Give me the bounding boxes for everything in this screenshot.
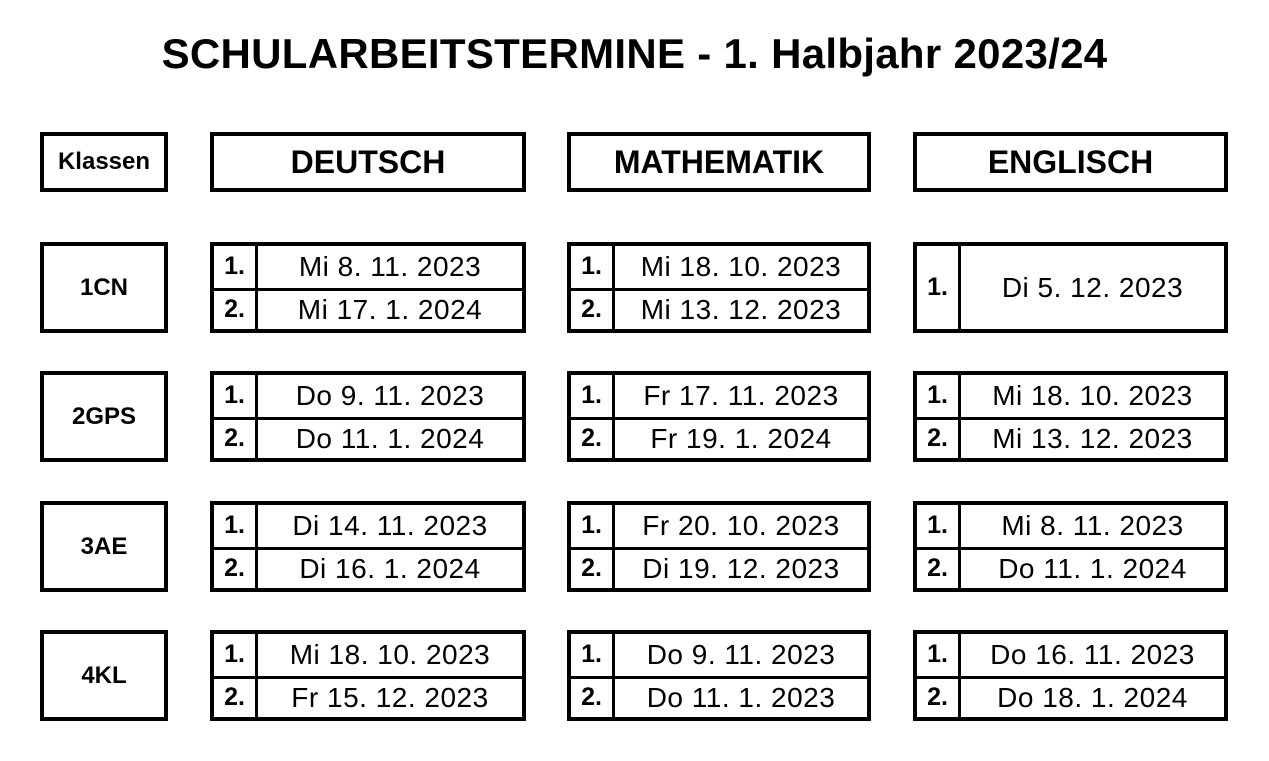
schedule-row xyxy=(571,634,867,676)
schedule-row xyxy=(917,634,1224,676)
schedule-row xyxy=(571,417,867,459)
schedule-2gps-englisch xyxy=(913,371,1228,462)
schedule-row xyxy=(571,676,867,718)
schedule-row xyxy=(214,246,522,288)
exam-number: 1. xyxy=(214,375,258,417)
exam-number: 1. xyxy=(917,375,961,417)
exam-number: 2. xyxy=(214,550,258,589)
schedule-row xyxy=(917,417,1224,459)
schedule-row xyxy=(917,375,1224,417)
page-title: SCHULARBEITSTERMINE - 1. Halbjahr 2023/24 xyxy=(161,30,1108,77)
class-label-3ae: 3AE xyxy=(40,501,168,592)
schedule-row xyxy=(571,505,867,547)
exam-date: Mi 18. 10. 2023 xyxy=(992,379,1193,411)
exam-date: Do 11. 1. 2024 xyxy=(998,552,1187,584)
schedule-4kl-deutsch xyxy=(210,630,526,721)
schedule-2gps-deutsch xyxy=(210,371,526,462)
exam-date: Fr 15. 12. 2023 xyxy=(291,681,489,713)
exam-date: Do 16. 11. 2023 xyxy=(990,638,1195,670)
exam-number: 1. xyxy=(917,505,961,547)
exam-number: 2. xyxy=(214,420,258,459)
schedule-1cn-englisch xyxy=(913,242,1228,333)
schedule-4kl-mathematik xyxy=(567,630,871,721)
exam-date: Fr 19. 1. 2024 xyxy=(650,422,832,454)
schedule-row xyxy=(214,288,522,330)
header-mathematik: MATHEMATIK xyxy=(567,132,871,192)
exam-date: Mi 18. 10. 2023 xyxy=(640,250,842,282)
schedule-row xyxy=(917,246,1224,329)
exam-date: Fr 17. 11. 2023 xyxy=(643,379,839,411)
exam-number: 1. xyxy=(917,246,961,329)
exam-date: Do 11. 1. 2023 xyxy=(646,681,836,713)
exam-number: 1. xyxy=(571,375,615,417)
schedule-row xyxy=(571,288,867,330)
exam-number: 1. xyxy=(571,505,615,547)
exam-date: Di 19. 12. 2023 xyxy=(642,552,840,584)
schedule-1cn-mathematik xyxy=(567,242,871,333)
schedule-3ae-mathematik xyxy=(567,501,871,592)
exam-number: 2. xyxy=(214,291,258,330)
header-deutsch: DEUTSCH xyxy=(210,132,526,192)
schedule-row xyxy=(917,676,1224,718)
exam-number: 1. xyxy=(214,634,258,676)
exam-number: 2. xyxy=(917,420,961,459)
exam-date: Mi 18. 10. 2023 xyxy=(289,638,491,670)
exam-number: 1. xyxy=(571,246,615,288)
exam-number: 2. xyxy=(571,420,615,459)
schedule-row xyxy=(571,375,867,417)
exam-date: Mi 13. 12. 2023 xyxy=(992,422,1193,454)
exam-number: 2. xyxy=(571,679,615,718)
schedule-row xyxy=(214,505,522,547)
exam-date: Mi 17. 1. 2024 xyxy=(297,293,483,325)
exam-number: 1. xyxy=(917,634,961,676)
exam-date: Mi 8. 11. 2023 xyxy=(1001,509,1184,541)
exam-number: 1. xyxy=(214,246,258,288)
schedule-row xyxy=(214,634,522,676)
exam-number: 1. xyxy=(571,634,615,676)
schedule-3ae-deutsch xyxy=(210,501,526,592)
schedule-row xyxy=(571,246,867,288)
schedule-4kl-englisch xyxy=(913,630,1228,721)
exam-number: 2. xyxy=(917,679,961,718)
exam-date: Do 11. 1. 2024 xyxy=(295,422,485,454)
schedule-row xyxy=(214,547,522,589)
exam-date: Di 14. 11. 2023 xyxy=(292,509,488,541)
schedule-row xyxy=(214,676,522,718)
exam-number: 2. xyxy=(917,550,961,589)
exam-number: 2. xyxy=(571,291,615,330)
exam-date: Mi 8. 11. 2023 xyxy=(298,250,482,282)
exam-number: 2. xyxy=(571,550,615,589)
exam-date: Fr 20. 10. 2023 xyxy=(642,509,840,541)
exam-date: Mi 13. 12. 2023 xyxy=(640,293,842,325)
exam-number: 1. xyxy=(214,505,258,547)
exam-date: Di 5. 12. 2023 xyxy=(1001,271,1184,303)
class-label-1cn: 1CN xyxy=(40,242,168,333)
header-klassen: Klassen xyxy=(40,132,168,192)
exam-date: Di 16. 1. 2024 xyxy=(299,552,481,584)
schedule-row xyxy=(214,375,522,417)
exam-date: Do 18. 1. 2024 xyxy=(997,681,1188,713)
class-label-4kl: 4KL xyxy=(40,630,168,721)
exam-date: Do 9. 11. 2023 xyxy=(295,379,485,411)
schedule-1cn-deutsch xyxy=(210,242,526,333)
schedule-row xyxy=(917,505,1224,547)
schedule-row xyxy=(917,547,1224,589)
schedule-3ae-englisch xyxy=(913,501,1228,592)
schedule-row xyxy=(571,547,867,589)
schedule-row xyxy=(214,417,522,459)
exam-number: 2. xyxy=(214,679,258,718)
exam-date: Do 9. 11. 2023 xyxy=(646,638,836,670)
class-label-2gps: 2GPS xyxy=(40,371,168,462)
header-englisch: ENGLISCH xyxy=(913,132,1228,192)
schedule-2gps-mathematik xyxy=(567,371,871,462)
